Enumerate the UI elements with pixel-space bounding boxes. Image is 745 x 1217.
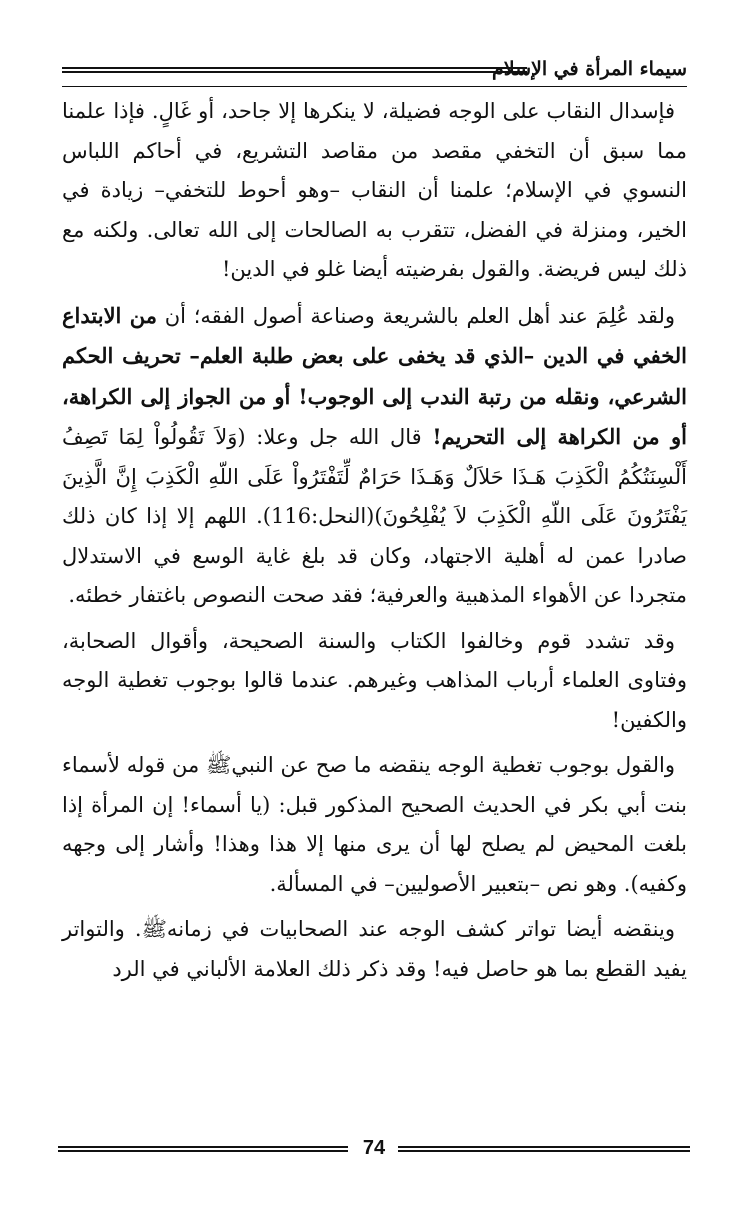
- header-thin-rule: [62, 86, 687, 87]
- paragraph-2-bold-statement: من الابتداع الخفي في الدين –الذي قد يخفى على بعض طلبة العلم– تحريف الحكم الشرعي، ونقله من رتبة الندب إلى الوجوب! أو من الجواز إلى الكراهة، أو من الكراهة إلى التحريم!: [62, 302, 687, 449]
- paragraph-2-intro: ولقد عُلِمَ عند أهل العلم بالشريعة وصناعة أصول الفقه؛ أن: [156, 303, 675, 328]
- paragraph-3: وقد تشدد قوم وخالفوا الكتاب والسنة الصحيحة، وأقوال الصحابة، وفتاوى العلماء أرباب المذاهب وغيرهم. عندما قالوا بوجوب تغطية الوجه والكفين!: [62, 628, 687, 732]
- quran-reference: (النحل:116): [262, 504, 375, 528]
- paragraph-2: [62, 296, 687, 616]
- body-text: [62, 92, 687, 995]
- footer-rule-right: [398, 1146, 690, 1152]
- page-footer: [58, 1136, 690, 1166]
- header-double-rule: [62, 67, 527, 73]
- quran-verse: (وَلاَ تَقُولُواْ لِمَا تَصِفُ أَلْسِنَتُكُمُ الْكَذِبَ هَـذَا حَلاَلٌ وَهَـذَا حَرَامٌ لِّتَفْتَرُواْ عَلَى اللّهِ الْكَذِبَ إِنَّ الَّذِينَ يَفْتَرُونَ عَلَى اللّهِ الْكَذِبَ لاَ يُفْلِحُونَ): [62, 425, 687, 528]
- paragraph-2-mid: قال الله جل وعلا:: [245, 425, 433, 449]
- page-number: 74: [362, 1137, 386, 1159]
- paragraph-4: والقول بوجوب تغطية الوجه ينقضه ما صح عن النبيﷺ من قوله لأسماء بنت أبي بكر في الحديث الصحيح المذكور قبل: (يا أسماء! إن المرأة إذا بلغت المحيض لم يصلح لها أن يرى منها إلا هذا وهذا! وأشار إلى وجهه وكفيه). وهو نص –بتعبير الأصوليين– في المسألة.: [62, 753, 687, 896]
- paragraph-2-end: . اللهم إلا إذا كان ذلك صادرا عمن له أهلية الاجتهاد، وكان قد بلغ غاية الوسع في الاستدلال متجردا عن الأهواء المذهبية والعرفية؛ فقد صحت النصوص باغتفار خطئه.: [62, 504, 687, 607]
- paragraph-5: وينقضه أيضا تواتر كشف الوجه عند الصحابيات في زمانهﷺ. والتواتر يفيد القطع بما هو حاصل فيه! وقد ذكر ذلك العلامة الألباني في الرد: [62, 917, 687, 981]
- running-header: [62, 58, 687, 88]
- paragraph-1: فإسدال النقاب على الوجه فضيلة، لا ينكرها إلا جاحد، أو غَالٍ. فإذا علمنا مما سبق أن التخفي مقصد من مقاصد التشريع، في أحاكم اللباس النسوي في الإسلام؛ علمنا أن النقاب –وهو أحوط للتخفي– زيادة في الخير، ومنزلة في الفضل، تتقرب به الصالحات إلى الله تعالى. ولكنه مع ذلك ليس فريضة. والقول بفرضيته أيضا غلو في الدين!: [62, 99, 687, 281]
- book-title: سيماء المرأة في الإسلام: [491, 58, 687, 80]
